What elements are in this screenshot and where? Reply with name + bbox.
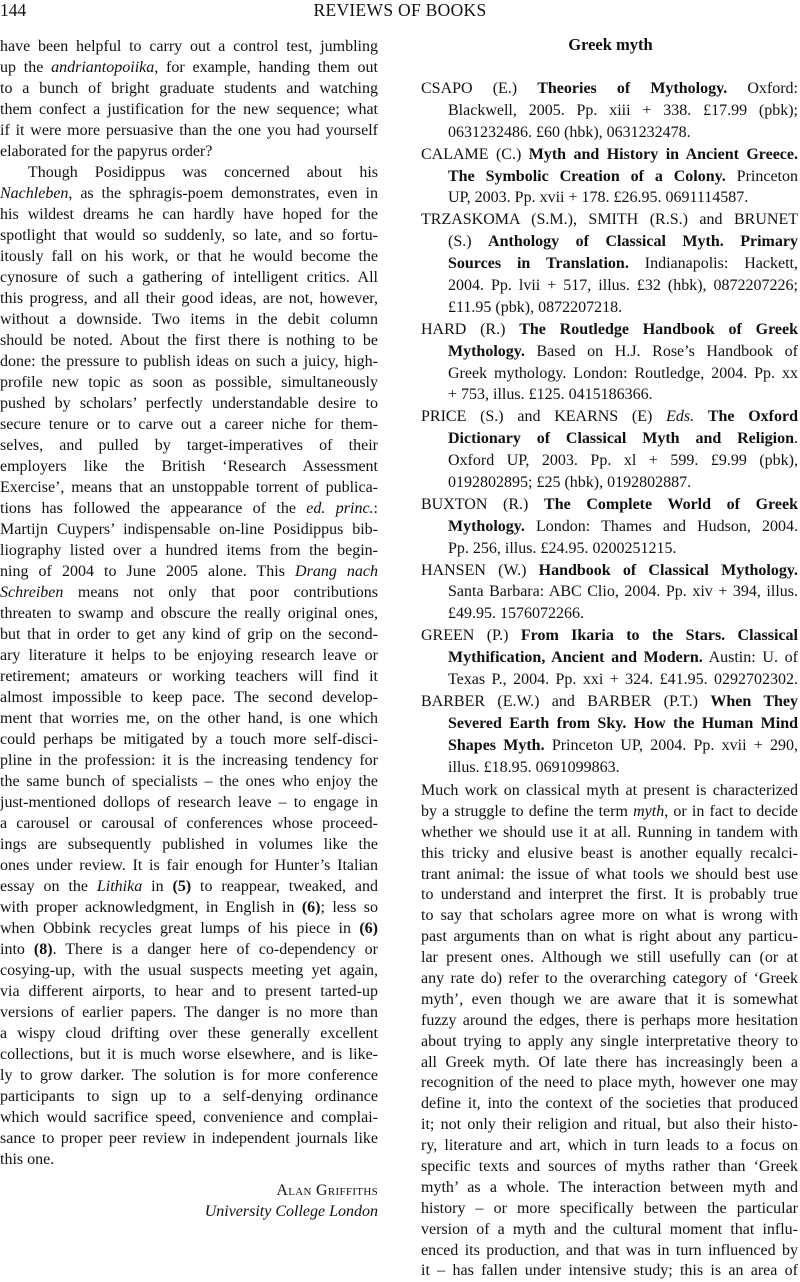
text-segment: a carousel or carousal of conferences whose proceed- <box>0 815 378 832</box>
text-segment: £11.95 (pbk), 0872207218. <box>448 298 623 316</box>
text-line <box>421 885 798 906</box>
page-number: 144 <box>0 0 27 20</box>
text-segment: cosying-up, with the usual suspects meeting yet again, <box>0 962 378 979</box>
text-segment: London: Thames and Hudson, 2004. <box>524 517 798 535</box>
text-line <box>0 729 378 750</box>
text-line <box>0 414 378 435</box>
text-line <box>0 939 378 960</box>
text-segment: ly to grow darker. The solution is for more conference <box>0 1067 378 1084</box>
text-line <box>0 771 378 792</box>
text-line <box>0 183 378 204</box>
text-segment: them confect a justification for the new sequence; what <box>0 101 378 118</box>
text-line <box>421 1199 798 1220</box>
text-line <box>421 906 798 927</box>
text-line <box>0 1044 378 1065</box>
text-line <box>421 948 798 969</box>
text-segment: Princeton <box>725 167 798 185</box>
text-line <box>0 435 378 456</box>
text-segment: recognition of the need to place myth, however one may <box>421 1074 798 1092</box>
text-line <box>0 981 378 1002</box>
text-line <box>421 990 798 1011</box>
text-line <box>421 669 798 691</box>
text-segment: Based on H.J. Rose’s Handbook of <box>524 342 798 360</box>
text-line <box>0 204 378 225</box>
text-line <box>0 792 378 813</box>
bold-text: The Symbolic Creation of a Colony. <box>448 167 726 185</box>
text-segment: + 753, illus. £125. 0415186366. <box>448 386 653 404</box>
text-line <box>421 1032 798 1053</box>
text-segment: Austin: U. of <box>702 649 798 667</box>
text-segment: tions has followed the appearance of the <box>0 500 307 517</box>
text-line <box>421 319 798 341</box>
bold-text: Theories of Mythology. <box>537 80 728 97</box>
text-segment: whether we should use it at all. Running in tandem with <box>421 823 798 841</box>
text-segment: . <box>794 430 798 448</box>
text-segment: Princeton UP, 2004. Pp. xvii + 290, <box>544 736 799 754</box>
text-line <box>421 603 798 625</box>
text-segment: BARBER (E.W.) and BARBER (P.T.) <box>421 692 711 710</box>
italic-text: myth <box>633 802 665 820</box>
text-segment: £49.95. 1576072266. <box>448 605 584 623</box>
italic-text: andriantopoiika <box>51 59 155 76</box>
text-line <box>421 823 798 844</box>
text-segment: if it were more persuasive than the one you had yourself <box>0 122 378 139</box>
bold-text: (8) <box>33 941 53 958</box>
text-line <box>421 1220 798 1241</box>
review-body-column <box>421 781 798 1282</box>
text-segment: CALAME (C.) <box>421 145 529 163</box>
text-segment: Much work on classical myth at present is characterized <box>421 782 798 799</box>
running-head: REVIEWS OF BOOKS <box>313 0 487 20</box>
text-line <box>0 456 378 477</box>
text-segment: (S.) <box>448 233 489 251</box>
text-segment: sance to proper peer review in independent journals like <box>0 1130 378 1147</box>
text-segment: versions of earlier papers. The danger is no more than <box>0 1004 378 1021</box>
text-line <box>0 813 378 834</box>
text-segment: ry, literature and art, which in turn leads to a focus on <box>421 1137 798 1155</box>
text-line <box>421 691 798 713</box>
text-segment: lar present ones. Although we still usefully can (or at <box>421 949 798 967</box>
text-segment: pline in the profession: it is the increasing tendency for <box>0 752 378 769</box>
text-line <box>0 624 378 645</box>
text-line <box>0 876 378 897</box>
text-segment: , as the sphragis-poem demonstrates, even in <box>68 185 378 202</box>
text-line <box>0 267 378 288</box>
text-line <box>421 187 798 209</box>
bold-text: Severed Earth from Sky. How the Human Mind <box>448 714 798 732</box>
text-segment: participants to sign up to a self-denying ordinance <box>0 1088 378 1105</box>
text-line <box>0 918 378 939</box>
text-line <box>0 666 378 687</box>
text-line <box>421 363 798 385</box>
text-segment: this tricky and elusive beast is another equally recalci- <box>421 844 798 862</box>
text-line <box>421 713 798 735</box>
text-segment: HANSEN (W.) <box>421 561 539 579</box>
text-line <box>0 603 378 624</box>
italic-text: Eds. <box>666 408 695 426</box>
text-segment: employers like the British ‘Research Assessment <box>0 458 378 475</box>
text-segment: 2004. Pp. lvii + 517, illus. £32 (hbk), 0872207226; <box>448 277 798 295</box>
text-line <box>0 540 378 561</box>
text-segment: : <box>373 500 378 517</box>
text-segment: Oxford UP, 2003. Pp. xl + 599. £9.99 (pbk), <box>448 452 798 470</box>
text-segment: version of a myth and the cultural moment that influ- <box>421 1220 798 1238</box>
text-line <box>421 78 798 100</box>
section-heading: Greek myth <box>568 35 653 54</box>
text-line <box>421 341 798 363</box>
bold-text: (6) <box>301 899 321 916</box>
text-line <box>421 406 798 428</box>
text-line <box>0 1002 378 1023</box>
review-text-column <box>0 36 378 1170</box>
text-segment: Santa Barbara: ABC Clio, 2004. Pp. xiv + 394, illus. <box>448 583 798 601</box>
text-line <box>0 57 378 78</box>
text-line <box>421 969 798 990</box>
text-segment: 0192802895; £25 (hbk), 0192802887. <box>448 474 692 492</box>
text-line <box>421 1115 798 1136</box>
text-segment: it – has fallen under intensive study; this is an area of <box>421 1262 798 1280</box>
text-line <box>421 144 798 166</box>
text-line <box>0 477 378 498</box>
bold-text: (5) <box>172 878 192 895</box>
text-segment: should be noted. About the first there is nothing to be <box>0 332 378 349</box>
text-line <box>421 1073 798 1094</box>
text-segment: it; not only their religion and ritual, but also their histo- <box>421 1116 798 1134</box>
text-line <box>0 582 378 603</box>
text-segment: Exercise’, means that an unstoppable torrent of publica- <box>0 479 378 496</box>
text-line <box>0 960 378 981</box>
text-segment: without a downside. Two items in the debit column <box>0 311 378 328</box>
text-segment: but that in order to get any kind of grip on the second- <box>0 626 378 643</box>
text-segment: pushed by scholars’ perfectly understandable desire to <box>0 395 378 412</box>
text-segment: collections, but it is much worse elsewhere, and is like- <box>0 1046 378 1063</box>
text-line <box>0 120 378 141</box>
text-segment: history – or more specifically between the particular <box>421 1199 798 1217</box>
text-segment: almost impossible to keep pace. The second develop- <box>0 689 378 706</box>
text-segment: Indianapolis: Hackett, <box>628 255 798 273</box>
text-line <box>421 100 798 122</box>
text-segment: . There is a danger here of co-dependency or <box>52 941 379 958</box>
text-segment: itously fall on his work, or that he would become the <box>0 248 378 265</box>
italic-text: Nachleben <box>0 185 69 202</box>
text-line <box>421 297 798 319</box>
bold-text: The Oxford <box>707 408 799 426</box>
text-line <box>0 225 378 246</box>
text-segment: myth’, even though we are aware that it is somewhat <box>421 990 798 1008</box>
text-segment: which would sacrifice speed, convenience and complai- <box>0 1109 378 1126</box>
text-line <box>0 708 378 729</box>
text-segment: this one. <box>0 1151 55 1168</box>
text-line <box>0 519 378 540</box>
text-segment: fuzzy around the edges, there is perhaps more hesitation <box>421 1011 798 1029</box>
text-segment: the same bunch of specialists – the ones who enjoy the <box>0 773 378 790</box>
text-segment: Oxford: <box>727 80 799 97</box>
text-line <box>421 122 798 144</box>
text-line <box>0 78 378 99</box>
text-segment: past arguments than on what is right about any particu- <box>421 928 798 946</box>
text-line <box>0 351 378 372</box>
text-line <box>0 162 378 183</box>
text-line <box>421 844 798 865</box>
text-line <box>421 472 798 494</box>
text-segment: 0631232486. £60 (hbk), 0631232478. <box>448 123 691 141</box>
text-segment: ones under review. It is fair enough for Hunter’s Italian <box>0 857 378 874</box>
text-line <box>421 231 798 253</box>
text-line <box>421 1136 798 1157</box>
text-segment: essay on the <box>0 878 97 895</box>
text-line <box>421 781 798 802</box>
text-segment: , or in fact to decide <box>664 802 798 820</box>
text-segment: Blackwell, 2005. Pp. xiii + 338. £17.99 (pbk); <box>448 101 798 119</box>
bold-text: The Routledge Handbook of Greek <box>519 320 798 338</box>
text-line <box>0 750 378 771</box>
text-segment: a wispy cloud drifting over these generally excellent <box>0 1025 378 1042</box>
text-segment: myth’ as a whole. The interaction between myth and <box>421 1178 798 1196</box>
text-line <box>0 687 378 708</box>
text-segment: via different airports, to hear and to present tarted-up <box>0 983 378 1000</box>
text-line <box>0 1128 378 1149</box>
italic-text: Drang nach <box>295 563 378 580</box>
text-segment: secure tenure or to carve out a career niche for them- <box>0 416 378 433</box>
text-segment: to reappear, tweaked, and <box>191 878 378 895</box>
text-segment: to understand and interpret the first. It is probably true <box>421 886 798 904</box>
italic-text: ed. princ. <box>306 500 374 517</box>
text-line <box>421 1241 798 1262</box>
bold-text: Mythification, Ancient and Modern. <box>448 649 703 667</box>
text-segment: ary literature it helps to be enjoying research leave or <box>0 647 378 664</box>
text-segment: define it, into the context of the societies that produced <box>421 1095 798 1113</box>
text-line <box>0 99 378 120</box>
text-line <box>421 1094 798 1115</box>
bold-text: From Ikaria to the Stars. Classical <box>520 627 799 645</box>
text-segment: into <box>0 941 34 958</box>
author-name: Alan Griffiths <box>276 1182 378 1199</box>
text-line <box>0 1023 378 1044</box>
text-line <box>421 428 798 450</box>
author-institution: University College London <box>204 1203 378 1220</box>
bold-text: Mythology. <box>448 342 525 360</box>
bold-text: Handbook of Classical Mythology. <box>538 561 798 579</box>
text-line <box>0 1065 378 1086</box>
bold-text: Sources in Translation. <box>448 255 629 273</box>
text-segment: ; less so <box>320 899 379 916</box>
text-segment: trant animal: the issue of what tools we should best use <box>421 865 798 883</box>
text-segment: liography listed over a hundred items from the begin- <box>0 542 378 559</box>
text-segment: by a struggle to define the term <box>421 802 634 820</box>
bibliography-list <box>421 78 798 779</box>
text-line <box>421 865 798 886</box>
text-segment: illus. £18.95. 0691099863. <box>448 758 620 776</box>
bold-text: Shapes Myth. <box>448 736 545 754</box>
text-line <box>421 802 798 823</box>
text-segment <box>694 408 708 425</box>
text-line <box>0 1149 378 1170</box>
text-segment: Greek mythology. London: Routledge, 2004. Pp. xx <box>448 364 798 382</box>
text-segment: Though Posidippus was concerned about his <box>28 164 378 181</box>
bold-text: Dictionary of Classical Myth and Religion <box>448 430 794 448</box>
text-segment: retirement; amateurs or working teachers will find it <box>0 668 378 685</box>
bold-text: When They <box>710 692 798 710</box>
text-line <box>0 246 378 267</box>
text-segment: when Obbink recycles great lumps of his piece in <box>0 920 360 937</box>
text-line <box>0 330 378 351</box>
bold-text: (6) <box>359 920 378 937</box>
text-line <box>421 166 798 188</box>
text-line <box>0 1107 378 1128</box>
text-line <box>421 581 798 603</box>
text-line <box>0 1086 378 1107</box>
bold-text: Mythology. <box>448 517 525 535</box>
text-segment: PRICE (S.) and KEARNS (E) <box>421 408 667 426</box>
text-segment: to say that scholars agree more on what is wrong with <box>421 907 798 925</box>
text-line <box>421 1011 798 1032</box>
text-line <box>421 560 798 582</box>
text-segment: all Greek myth. Of late there has increasingly been a <box>421 1053 798 1071</box>
text-line <box>0 855 378 876</box>
text-line <box>421 647 798 669</box>
text-line <box>0 309 378 330</box>
text-segment: Texas P., 2004. Pp. xxi + 324. £41.95. 0292702302. <box>448 671 798 689</box>
text-line <box>421 1053 798 1074</box>
italic-text: Schreiben <box>0 584 64 601</box>
text-line <box>421 384 798 406</box>
text-line <box>0 498 378 519</box>
text-segment: spotlight that would so suddenly, so late, and so fortu- <box>0 227 378 244</box>
text-line <box>0 561 378 582</box>
text-segment: done: the pressure to publish ideas on such a juicy, high- <box>0 353 378 370</box>
text-line <box>0 393 378 414</box>
text-line <box>421 538 798 560</box>
text-segment: ings are subsequently published in volumes like the <box>0 836 378 853</box>
text-segment: Martijn Cuypers’ indispensable on-line Posidippus bib- <box>0 521 378 538</box>
text-segment: selves, and pulled by target-imperatives of their <box>0 437 378 454</box>
text-line <box>0 141 378 162</box>
text-segment: have been helpful to carry out a control test, jumbling <box>0 38 378 55</box>
bold-text: The Complete World of Greek <box>544 495 799 513</box>
text-line <box>421 1178 798 1199</box>
text-segment: , for example, handing them out <box>154 59 378 76</box>
text-segment: BUXTON (R.) <box>421 495 545 513</box>
text-segment: cynosure of such a gathering of intelligent critics. All <box>0 269 378 286</box>
text-segment: elaborated for the papyrus order? <box>0 143 213 160</box>
text-segment: threaten to swamp and obscure the really original ones, <box>0 605 378 622</box>
text-segment: just-mentioned dollops of research leave – to engage in <box>0 794 378 811</box>
text-segment: up the <box>0 59 52 76</box>
text-line <box>421 735 798 757</box>
text-segment: TRZASKOMA (S.M.), SMITH (R.S.) and BRUNET <box>421 211 798 229</box>
text-segment: enced its production, and that was in turn influenced by <box>421 1241 798 1259</box>
text-segment: profile new topic as soon as possible, simultaneously <box>0 374 378 391</box>
text-line <box>421 757 798 779</box>
text-segment: specific texts and sources of myths rather than ‘Greek <box>421 1158 798 1176</box>
text-line <box>421 450 798 472</box>
text-line <box>0 645 378 666</box>
text-segment: any rate do) refer to the overarching category of ‘Greek <box>421 970 798 988</box>
text-segment: GREEN (P.) <box>421 627 521 645</box>
text-segment: in <box>142 878 173 895</box>
text-line <box>0 834 378 855</box>
text-line <box>421 253 798 275</box>
bold-text: Anthology of Classical Myth. Primary <box>488 233 798 251</box>
signature <box>0 1180 378 1222</box>
text-segment: Pp. 256, illus. £24.95. 0200251215. <box>448 539 677 557</box>
text-segment: his wildest dreams he can hardly have hoped for the <box>0 206 378 223</box>
italic-text: Lithika <box>96 878 143 895</box>
text-line <box>421 1157 798 1178</box>
text-segment: with proper acknowledgment, in English in <box>0 899 302 916</box>
text-segment: this progress, and all their good ideas, are not, however, <box>0 290 378 307</box>
bold-text: Myth and History in Ancient Greece. <box>528 145 799 163</box>
text-segment: UP, 2003. Pp. xvii + 178. £26.95. 0691114587. <box>448 189 749 207</box>
text-segment: ning of 2004 to June 2005 alone. This <box>0 563 296 580</box>
text-line <box>421 275 798 297</box>
text-line <box>0 36 378 57</box>
text-line <box>421 516 798 538</box>
text-line <box>421 494 798 516</box>
text-line <box>421 927 798 948</box>
text-line <box>0 288 378 309</box>
text-segment: ment that worries me, on the other hand, is one which <box>0 710 378 727</box>
text-line <box>0 897 378 918</box>
text-segment: CSAPO (E.) <box>421 80 538 97</box>
text-line <box>421 209 798 231</box>
text-segment: means not only that poor contributions <box>63 584 378 601</box>
text-segment: HARD (R.) <box>421 320 520 338</box>
text-segment: about trying to apply any single interpretative theory to <box>421 1032 798 1050</box>
text-line <box>421 625 798 647</box>
text-line <box>0 372 378 393</box>
text-segment: could perhaps be mitigated by a touch more self-disci- <box>0 731 378 748</box>
text-segment: to a bunch of bright graduate students and watching <box>0 80 378 97</box>
